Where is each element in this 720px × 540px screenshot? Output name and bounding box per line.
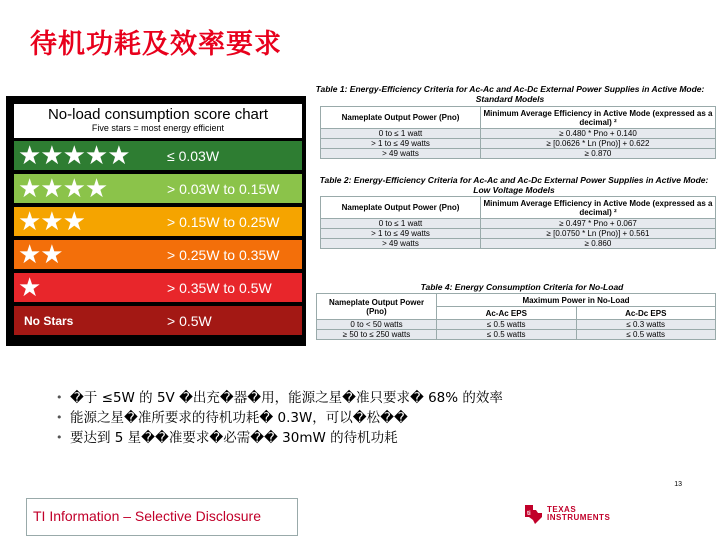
table4	[316, 293, 716, 340]
table-cell: ≥ 0.497 * Pno + 0.067	[481, 219, 716, 229]
star-rating: ★	[18, 272, 41, 303]
table2-header-output: Nameplate Output Power (Pno)	[321, 197, 481, 219]
table4-header-output: Nameplate Output Power (Pno)	[317, 294, 437, 320]
table-cell: > 49 watts	[321, 239, 481, 249]
table-cell: ≤ 0.5 watts	[437, 330, 577, 340]
table4-header-acdc: Ac-Dc EPS	[576, 307, 716, 320]
star-chart-row	[14, 174, 302, 203]
star-rating: ★★★★★	[18, 140, 130, 171]
star-chart-row	[14, 141, 302, 170]
star-rating: No Stars	[24, 313, 74, 328]
power-range: ≤ 0.03W	[167, 147, 220, 164]
table-row	[321, 139, 716, 149]
bullet-item: • �于 ≤5W 的 5V �出充�器�用，能源之星�准只要求� 68% 的效率	[56, 388, 503, 408]
table1	[320, 106, 716, 159]
table-cell: ≥ 0.870	[481, 149, 716, 159]
table-row	[317, 320, 716, 330]
table-row	[321, 229, 716, 239]
table2	[320, 196, 716, 249]
star-chart-row	[14, 240, 302, 269]
table1-title: Table 1: Energy-Efficiency Criteria for Ac-Ac and Ac-Dc External Power Supplies in Active Mode: Standard Models	[315, 84, 705, 104]
table-cell: > 49 watts	[321, 149, 481, 159]
ti-logo-line1: TEXAS	[547, 505, 577, 514]
table-row	[321, 149, 716, 159]
table-row	[321, 129, 716, 139]
ti-logo-line2: INSTRUMENTS	[547, 513, 611, 522]
table2-title: Table 2: Energy-Efficiency Criteria for Ac-Ac and Ac-Dc External Power Supplies in Active Mode: Low Voltage Models	[319, 175, 709, 195]
star-chart-row	[14, 207, 302, 236]
table4-title: Table 4: Energy Consumption Criteria for No-Load	[420, 282, 624, 292]
table-row	[321, 239, 716, 249]
star-chart-row	[14, 306, 302, 335]
table-cell: ≥ [0.0750 * Ln (Pno)] + 0.561	[481, 229, 716, 239]
table-cell: 0 to ≤ 1 watt	[321, 219, 481, 229]
table-cell: > 1 to ≤ 49 watts	[321, 229, 481, 239]
star-chart-title: No-load consumption score chart	[47, 106, 269, 123]
ti-logo	[522, 503, 610, 525]
ti-logo-text	[547, 506, 610, 522]
power-range: > 0.25W to 0.35W	[167, 246, 280, 263]
table-cell: > 1 to ≤ 49 watts	[321, 139, 481, 149]
table-cell: ≥ [0.0626 * Ln (Pno)] + 0.622	[481, 139, 716, 149]
table-cell: 0 to < 50 watts	[317, 320, 437, 330]
table-cell: 0 to ≤ 1 watt	[321, 129, 481, 139]
table-cell: ≥ 0.860	[481, 239, 716, 249]
page-title: 待机功耗及效率要求	[30, 29, 282, 60]
bullet-list	[56, 388, 503, 448]
page-number: 13	[674, 481, 682, 488]
table-cell: ≤ 0.5 watts	[576, 330, 716, 340]
table-cell: ≥ 50 to ≤ 250 watts	[317, 330, 437, 340]
table1-header-efficiency: Minimum Average Efficiency in Active Mode (expressed as a decimal) ²	[481, 107, 716, 129]
table4-header-group: Maximum Power in No-Load	[437, 294, 716, 307]
footer-disclosure: TI Information – Selective Disclosure	[33, 508, 261, 524]
table-cell: ≤ 0.5 watts	[437, 320, 577, 330]
svg-text:ti: ti	[527, 511, 531, 517]
power-range: > 0.03W to 0.15W	[167, 180, 280, 197]
star-rating: ★★★	[18, 206, 85, 237]
texas-state-icon	[522, 503, 544, 525]
table1-header-output: Nameplate Output Power (Pno)	[321, 107, 481, 129]
power-range: > 0.35W to 0.5W	[167, 279, 272, 296]
table-row	[321, 219, 716, 229]
star-rating: ★★★★	[18, 173, 108, 204]
table-row	[317, 330, 716, 340]
star-chart-subtitle: Five stars = most energy efficient	[91, 123, 225, 133]
table4-header-acac: Ac-Ac EPS	[437, 307, 577, 320]
star-chart-header	[14, 104, 302, 138]
star-chart-row	[14, 273, 302, 302]
star-rating: ★★	[18, 239, 63, 270]
bullet-item: • 要达到 5 星��准要求�必需�� 30mW 的待机功耗	[56, 428, 503, 448]
bullet-item: • 能源之星�准所要求的待机功耗� 0.3W，可以�松��	[56, 408, 503, 428]
power-range: > 0.5W	[167, 312, 212, 329]
star-score-chart	[6, 96, 306, 346]
power-range: > 0.15W to 0.25W	[167, 213, 280, 230]
table2-header-efficiency: Minimum Average Efficiency in Active Mode (expressed as a decimal) ²	[481, 197, 716, 219]
table-cell: ≥ 0.480 * Pno + 0.140	[481, 129, 716, 139]
table-cell: ≤ 0.3 watts	[576, 320, 716, 330]
